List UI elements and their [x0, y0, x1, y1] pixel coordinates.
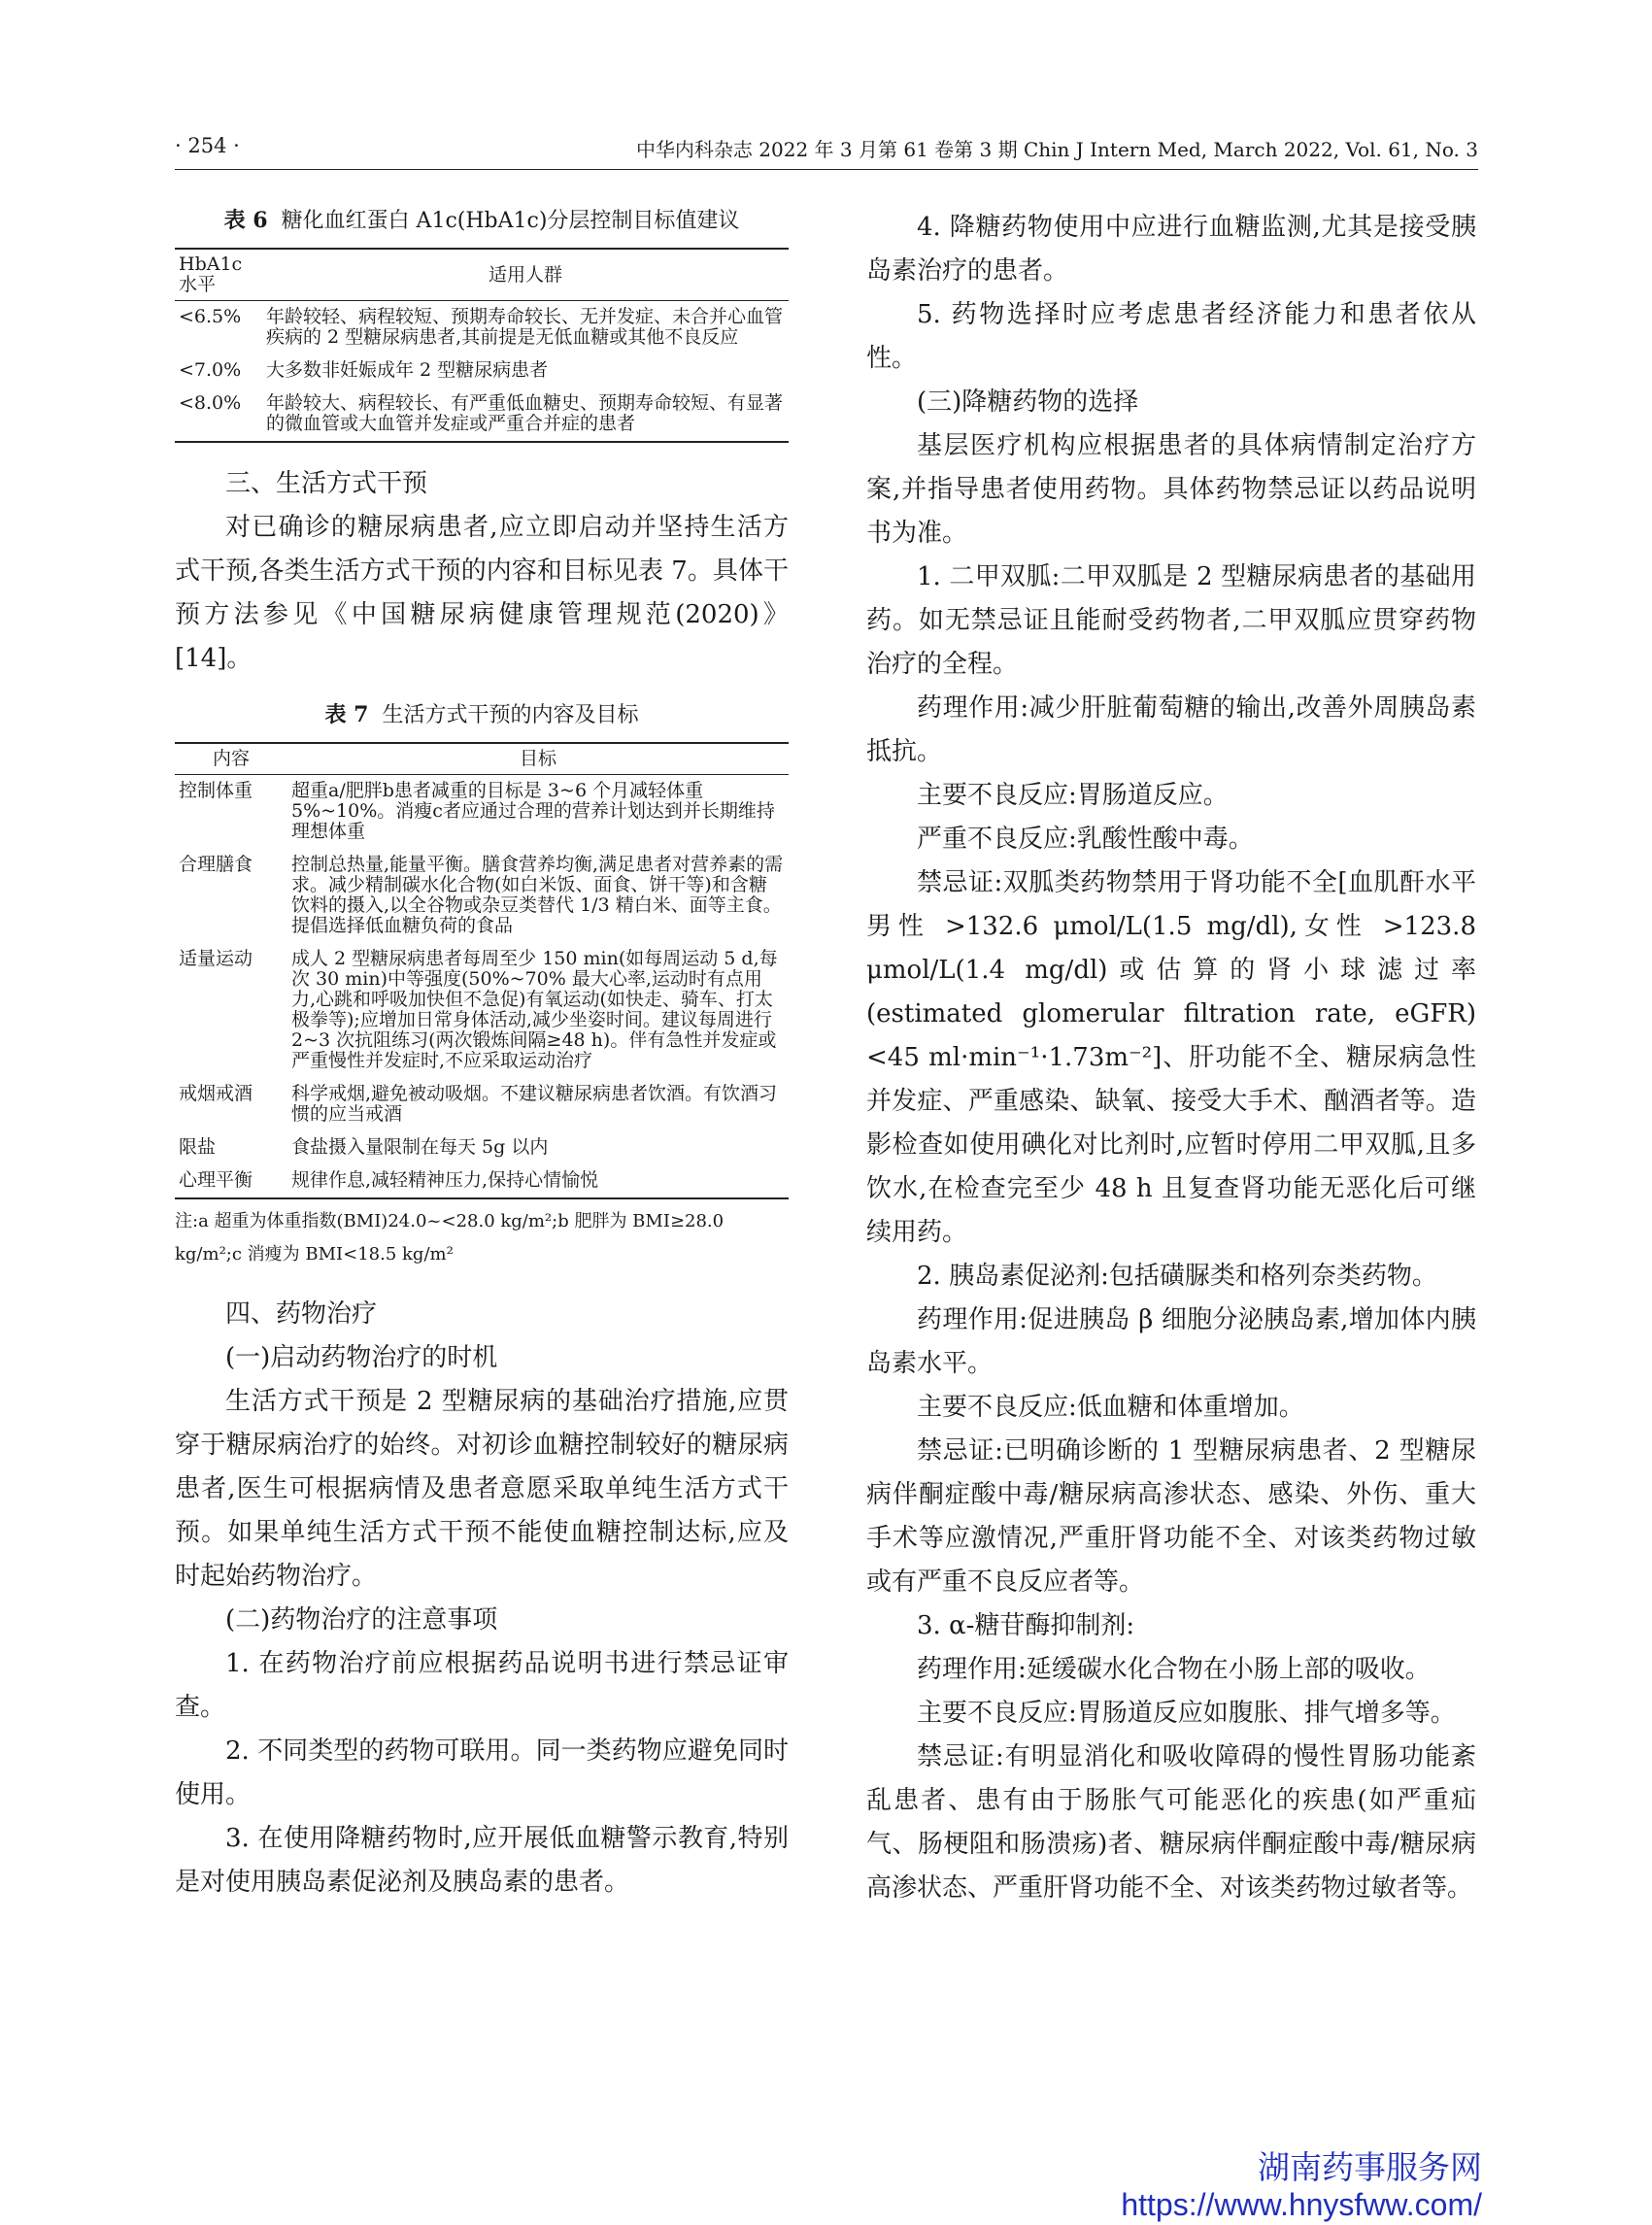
- watermark-name: 湖南药事服务网: [1258, 2149, 1482, 2185]
- secretagogue-adverse: 主要不良反应:低血糖和体重增加。: [917, 1393, 1304, 1422]
- table7-cell: 适量运动: [179, 948, 253, 969]
- left-column: [175, 204, 789, 1905]
- table7-cell: 控制体重: [179, 780, 253, 801]
- note-item-5: 5. 药物选择时应考虑患者经济能力和患者依从性。: [866, 300, 1476, 373]
- table-row: [175, 1131, 789, 1164]
- table-row: [175, 301, 789, 355]
- page-number: · 254 ·: [175, 134, 240, 157]
- table7-cell: 合理膳食: [179, 854, 253, 875]
- table7-header-goal: 目标: [287, 743, 789, 775]
- table6-caption: [175, 204, 789, 234]
- agi-paragraph: 3. α-糖苷酶抑制剂:: [917, 1611, 1135, 1640]
- table7: [175, 742, 789, 1199]
- section4-heading: 四、药物治疗: [225, 1299, 378, 1329]
- table7-cell: 控制总热量,能量平衡。膳食营养均衡,满足患者对营养素的需求。减少精制碳水化合物(如白米饭、面食、饼干等)和含糖饮料的摄入,以全谷物或杂豆类替代 1/3 精白米、面等主食。提倡选择低血糖负荷的食品: [291, 854, 784, 936]
- table7-cell: 限盐: [179, 1136, 217, 1158]
- table6-header-level: HbA1c 水平: [175, 249, 262, 301]
- journal-citation: 中华内科杂志 2022 年 3 月第 61 卷第 3 期 Chin J Intern Med, March 2022, Vol. 61, No. 3: [635, 138, 1478, 161]
- note-item-4: 4. 降糖药物使用中应进行血糖监测,尤其是接受胰岛素治疗的患者。: [866, 213, 1476, 286]
- table-row: [175, 1078, 789, 1131]
- table7-cell: 超重a/肥胖b患者减重的目标是 3~6 个月减轻体重 5%~10%。消瘦c者应通过合理的营养计划达到并长期维持理想体重: [291, 780, 775, 842]
- table7-cell: 规律作息,减轻精神压力,保持心情愉悦: [287, 1164, 789, 1198]
- table6: [175, 248, 789, 443]
- table7-caption: [175, 698, 789, 728]
- table7-label: 表 7: [324, 702, 369, 727]
- watermark: [1121, 2148, 1482, 2222]
- table6-label: 表 6: [223, 208, 268, 233]
- table-row: [175, 388, 789, 442]
- table-row: [175, 943, 789, 1078]
- secretagogue-paragraph: 2. 胰岛素促泌剂:包括磺脲类和格列奈类药物。: [917, 1262, 1437, 1291]
- table7-cell: 心理平衡: [175, 1164, 287, 1198]
- table7-cell: 戒烟戒酒: [179, 1083, 253, 1104]
- table7-title: 生活方式干预的内容及目标: [382, 703, 639, 727]
- metformin-paragraph: 1. 二甲双胍:二甲双胍是 2 型糖尿病患者的基础用药。如无禁忌证且能耐受药物者,二甲双胍应贯穿药物治疗的全程。: [866, 562, 1476, 679]
- table6-cell: <6.5%: [179, 306, 242, 327]
- section3-paragraph: 对已确诊的糖尿病患者,应立即启动并坚持生活方式干预,各类生活方式干预的内容和目标见表 7。具体干预方法参见《中国糖尿病健康管理规范(2020)》[14]。: [175, 513, 789, 673]
- table7-cell: 科学戒烟,避免被动吸烟。不建议糖尿病患者饮酒。有饮酒习惯的应当戒酒: [291, 1083, 778, 1125]
- subsection2-heading: (二)药物治疗的注意事项: [225, 1605, 498, 1635]
- table6-cell: 年龄较轻、病程较短、预期寿命较长、无并发症、未合并心血管疾病的 2 型糖尿病患者,其前提是无低血糖或其他不良反应: [266, 306, 784, 348]
- running-header: [175, 134, 1478, 170]
- section3-heading: 三、生活方式干预: [225, 469, 428, 498]
- table6-header-population: 适用人群: [262, 249, 789, 301]
- watermark-url[interactable]: https://www.hnysfww.com/: [1121, 2187, 1482, 2222]
- metformin-adverse: 主要不良反应:胃肠道反应。: [917, 781, 1229, 810]
- table7-cell: 食盐摄入量限制在每天 5g 以内: [291, 1136, 549, 1158]
- table7-cell: 成人 2 型糖尿病患者每周至少 150 min(如每周运动 5 d,每次 30 min)中等强度(50%~70% 最大心率,运动时有点用力,心跳和呼吸加快但不急促)有氧运动(如快走、骑车、打太极拳等);应增加日常身体活动,减少坐姿时间。建议每周进行 2~3 次抗阻练习(两次锻炼间隔≥48 h)。伴有急性并发症或严重慢性并发症时,不应采取运动治疗: [291, 948, 778, 1071]
- note-item-3: 3. 在使用降糖药物时,应开展低血糖警示教育,特别是对使用胰岛素促泌剂及胰岛素的患者。: [175, 1824, 789, 1897]
- right-column: [866, 206, 1476, 1910]
- note-item-2: 2. 不同类型的药物可联用。同一类药物应避免同时使用。: [175, 1736, 789, 1809]
- table6-cell: <7.0%: [179, 359, 242, 381]
- table-row: [175, 354, 789, 388]
- note-item-1: 1. 在药物治疗前应根据药品说明书进行禁忌证审查。: [175, 1649, 789, 1722]
- subsection3-paragraph: 基层医疗机构应根据患者的具体病情制定治疗方案,并指导患者使用药物。具体药物禁忌证以药品说明书为准。: [866, 431, 1476, 548]
- table-row: [175, 849, 789, 943]
- agi-contraindication: 禁忌证:有明显消化和吸收障碍的慢性胃肠功能紊乱患者、患有由于肠胀气可能恶化的疾患(如严重疝气、肠梗阻和肠溃疡)者、糖尿病伴酮症酸中毒/糖尿病高渗状态、严重肝肾功能不全、对该类药物过敏者等。: [866, 1742, 1476, 1903]
- subsection3-heading: (三)降糖药物的选择: [917, 388, 1139, 417]
- metformin-contraindication: 禁忌证:双胍类药物禁用于肾功能不全[血肌酐水平男性 >132.6 μmol/L(1.5 mg/dl),女性 >123.8 μmol/L(1.4 mg/dl)或估算的肾小球滤过率(estimated glomerular filtration rate, eGFR)<45 ml·min⁻¹·1.73m⁻²]、肝功能不全、糖尿病急性并发症、严重感染、缺氧、接受大手术、酗酒者等。造影检查如使用碘化对比剂时,应暂时停用二甲双胍,且多饮水,在检查完至少 48 h 且复查肾功能无恶化后可继续用药。: [866, 868, 1476, 1247]
- agi-action: 药理作用:延缓碳水化合物在小肠上部的吸收。: [917, 1655, 1431, 1684]
- table6-title: 糖化血红蛋白 A1c(HbA1c)分层控制目标值建议: [281, 209, 740, 233]
- metformin-serious-adverse: 严重不良反应:乳酸性酸中毒。: [917, 825, 1254, 854]
- secretagogue-contraindication: 禁忌证:已明确诊断的 1 型糖尿病患者、2 型糖尿病伴酮症酸中毒/糖尿病高渗状态、感染、外伤、重大手术等应激情况,严重肝肾功能不全、对该类药物过敏或有严重不良反应者等。: [866, 1436, 1476, 1597]
- table7-header-content: 内容: [175, 743, 287, 775]
- table6-cell: 大多数非妊娠成年 2 型糖尿病患者: [266, 359, 549, 381]
- subsection1-heading: (一)启动药物治疗的时机: [225, 1343, 498, 1372]
- table-row: [175, 1164, 789, 1198]
- subsection1-paragraph: 生活方式干预是 2 型糖尿病的基础治疗措施,应贯穿于糖尿病治疗的始终。对初诊血糖控制较好的糖尿病患者,医生可根据病情及患者意愿采取单纯生活方式干预。如果单纯生活方式干预不能使血糖控制达标,应及时起始药物治疗。: [175, 1387, 789, 1591]
- metformin-action: 药理作用:减少肝脏葡萄糖的输出,改善外周胰岛素抵抗。: [866, 693, 1476, 766]
- secretagogue-action: 药理作用:促进胰岛 β 细胞分泌胰岛素,增加体内胰岛素水平。: [866, 1305, 1476, 1378]
- agi-adverse: 主要不良反应:胃肠道反应如腹胀、排气增多等。: [917, 1699, 1456, 1728]
- table6-cell: <8.0%: [175, 388, 262, 442]
- table-row: [175, 775, 789, 850]
- table7-note: 注:a 超重为体重指数(BMI)24.0~<28.0 kg/m²;b 肥胖为 BMI≥28.0 kg/m²;c 消瘦为 BMI<18.5 kg/m²: [175, 1211, 725, 1264]
- table6-cell: 年龄较大、病程较长、有严重低血糖史、预期寿命较短、有显著的微血管或大血管并发症或严重合并症的患者: [262, 388, 789, 442]
